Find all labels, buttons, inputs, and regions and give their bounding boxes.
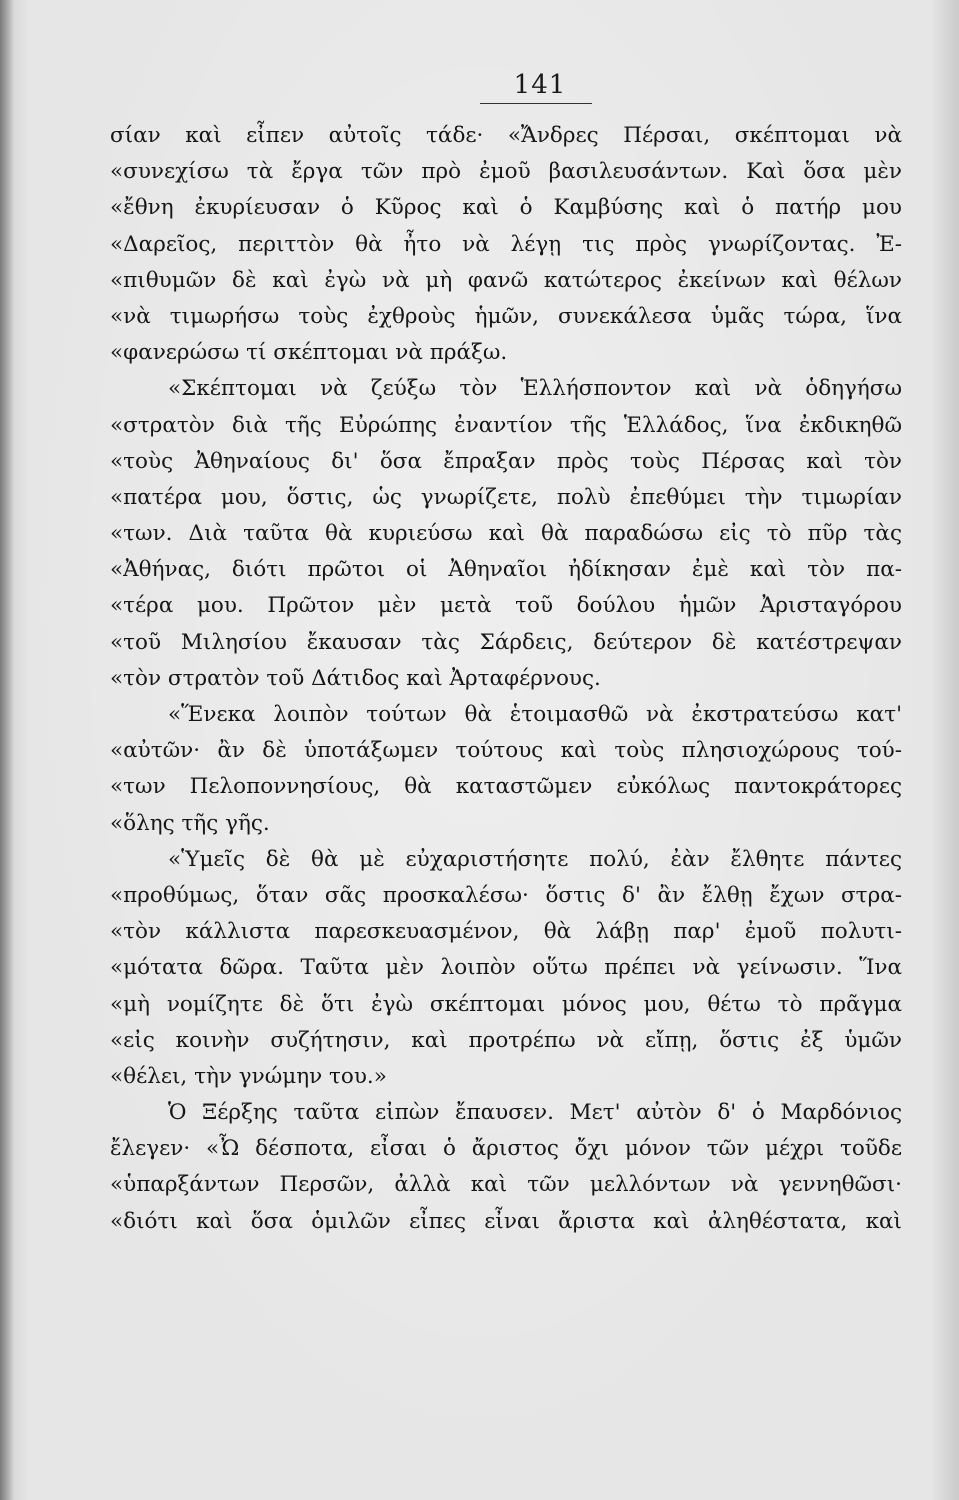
text-line: «τέρα μου. Πρῶτον μὲν μετὰ τοῦ δούλου ἡμῶν Ἀρισταγόρου [110, 593, 902, 619]
page-number: 141 [513, 70, 567, 100]
text-line: «Ἀθήνας, διότι πρῶτοι οἱ Ἀθηναῖοι ἠδίκησαν ἐμὲ καὶ τὸν πα- [110, 557, 902, 583]
text-line: «μότατα δῶρα. Ταῦτα μὲν λοιπὸν οὕτω πρέπει νὰ γείνωσιν. Ἵνα [110, 955, 902, 981]
text-line: «μὴ νομίζητε δὲ ὅτι ἐγὼ σκέπτομαι μόνος μου, θέτω τὸ πρᾶγμα [110, 991, 902, 1017]
text-line: «Δαρεῖος, περιττὸν θὰ ἦτο νὰ λέγῃ τις πρὸς γνωρίζοντας. Ἐ- [110, 231, 902, 257]
text-line: «Σκέπτομαι νὰ ζεύξω τὸν Ἑλλήσποντον καὶ νὰ ὁδηγήσω [168, 376, 902, 402]
text-line: «των Πελοποννησίους, θὰ καταστῶμεν εὐκόλως παντοκράτορες [110, 774, 902, 800]
text-line: «στρατὸν διὰ τῆς Εὐρώπης ἐναντίον τῆς Ἑλλάδος, ἵνα ἐκδικηθῶ [110, 412, 902, 438]
text-line: «ἔθνη ἐκυρίευσαν ὁ Κῦρος καὶ ὁ Καμβύσης καὶ ὁ πατήρ μου [110, 195, 902, 221]
text-line: «Ἕνεκα λοιπὸν τούτων θὰ ἑτοιμασθῶ νὰ ἐκστρατεύσω κατ' [168, 702, 902, 727]
text-line: «αὐτῶν· ἂν δὲ ὑποτάξωμεν τούτους καὶ τοὺς πλησιοχώρους τού- [110, 738, 902, 764]
text-line: «διότι καὶ ὅσα ὁμιλῶν εἶπες εἶναι ἄριστα καὶ ἀληθέστατα, καὶ [110, 1208, 902, 1234]
text-line: «τὸν κάλλιστα παρεσκευασμένον, θὰ λάβῃ παρ' ἐμοῦ πολυτι- [110, 919, 902, 945]
text-line: «θέλει, τὴν γνώμην του.» [110, 1063, 387, 1089]
page-binding-edge [0, 0, 14, 1500]
text-line: «των. Διὰ ταῦτα θὰ κυριεύσω καὶ θὰ παραδώσω εἰς τὸ πῦρ τὰς [110, 521, 902, 547]
text-line: «τοῦ Μιλησίου ἔκαυσαν τὰς Σάρδεις, δεύτερον δὲ κατέστρεψαν [110, 629, 902, 655]
text-line: «πιθυμῶν δὲ καὶ ἐγὼ νὰ μὴ φανῶ κατώτερος ἐκείνων καὶ θέλων [110, 267, 902, 293]
text-line: ἔλεγεν· «Ὦ δέσποτα, εἶσαι ὁ ἄριστος ὄχι μόνον τῶν μέχρι τοῦδε [110, 1136, 902, 1162]
text-line: «συνεχίσω τὰ ἔργα τῶν πρὸ ἐμοῦ βασιλευσάντων. Καὶ ὅσα μὲν [110, 159, 902, 185]
page-number-rule [480, 103, 592, 104]
text-line: «φανερώσω τί σκέπτομαι νὰ πράξω. [110, 340, 508, 366]
text-line: «τὸν στρατὸν τοῦ Δάτιδος καὶ Ἀρταφέρνους. [110, 665, 601, 691]
text-line: «εἰς κοινὴν συζήτησιν, καὶ προτρέπω νὰ εἴπῃ, ὅστις ἐξ ὑμῶν [110, 1027, 902, 1053]
text-line: «Ὑμεῖς δὲ θὰ μὲ εὐχαριστήσητε πολύ, ἐὰν ἔλθητε πάντες [168, 846, 902, 872]
text-line: σίαν καὶ εἶπεν αὐτοῖς τάδε· «Ἄνδρες Πέρσαι, σκέπτομαι νὰ [110, 123, 902, 148]
text-line: «ὅλης τῆς γῆς. [110, 810, 270, 836]
text-line: «τοὺς Ἀθηναίους δι' ὅσα ἔπραξαν πρὸς τοὺς Πέρσας καὶ τὸν [110, 448, 902, 474]
text-line: «νὰ τιμωρήσω τοὺς ἐχθροὺς ἡμῶν, συνεκάλεσα ὑμᾶς τώρα, ἵνα [110, 303, 902, 329]
text-line: «πατέρα μου, ὅστις, ὡς γνωρίζετε, πολὺ ἐπεθύμει τὴν τιμωρίαν [110, 484, 902, 510]
text-line: «ὑπαρξάντων Περσῶν, ἀλλὰ καὶ τῶν μελλόντων νὰ γεννηθῶσι· [110, 1172, 902, 1198]
text-line: «προθύμως, ὅταν σᾶς προσκαλέσω· ὅστις δ' ἂν ἔλθῃ ἔχων στρα- [110, 882, 902, 908]
text-line: Ὁ Ξέρξης ταῦτα εἰπὼν ἔπαυσεν. Μετ' αὐτὸν δ' ὁ Μαρδόνιος [168, 1100, 902, 1126]
text-body [110, 118, 902, 1240]
